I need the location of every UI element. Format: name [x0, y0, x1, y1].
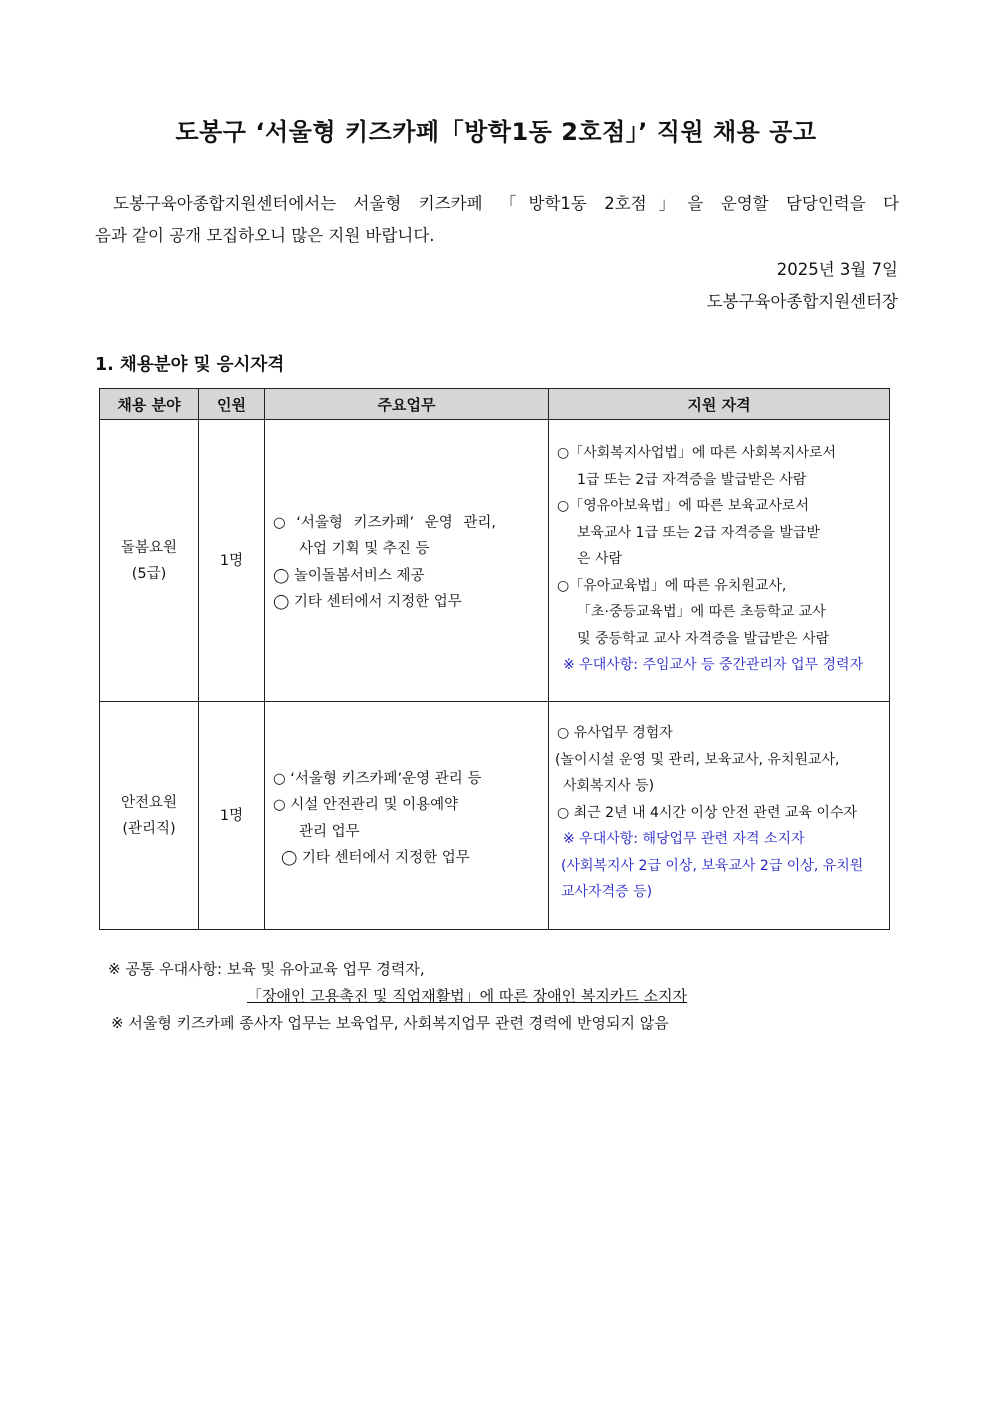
header-duties: 주요업무 — [265, 389, 549, 420]
intro-line-1: 도봉구육아종합지원센터에서는 서울형 키즈카페 「방학1동 2호점」을 운영할 담당인력을 다 — [113, 194, 899, 213]
announcement-date: 2025년 3월 7일 — [776, 260, 898, 279]
field-cell — [100, 702, 199, 930]
qualification-item: 1급 또는 2급 자격증을 발급받은 사람 — [577, 471, 807, 488]
footnote-disability-card: 「장애인 고용촉진 및 직업재활법」에 따른 장애인 복지카드 소지자 — [247, 987, 688, 1005]
qualification-item: 사회복지사 등) — [563, 778, 655, 794]
footnote-career-note: ※ 서울형 키즈카페 종사자 업무는 보육업무, 사회복지업무 관련 경력에 반영되지 않음 — [111, 1014, 669, 1032]
recruitment-table — [99, 388, 890, 930]
qualification-item: ○「유아교육법」에 따른 유치원교사, — [557, 577, 787, 594]
qualification-item: ○ 유사업무 경험자 — [557, 725, 673, 741]
qualification-item: ○「사회복지사업법」에 따른 사회복지사로서 — [557, 445, 837, 461]
duty-item: 사업 기획 및 추진 등 — [299, 541, 430, 557]
duty-item: ◯ 기타 센터에서 지정한 업무 — [273, 594, 462, 610]
qualification-item: 「초·중등교육법」에 따른 초등학교 교사 — [577, 604, 826, 620]
qualification-item: 은 사람 — [577, 551, 623, 567]
field-grade: (5급) — [131, 565, 167, 582]
qualification-item: 보육교사 1급 또는 2급 자격증을 발급받 — [577, 524, 820, 541]
table-header-row — [100, 389, 890, 420]
duty-item: ○ ‘서울형 키즈카페’ 운영 관리, — [273, 514, 496, 531]
table-row — [100, 420, 890, 702]
duties-cell — [265, 702, 549, 930]
field-name: 안전요원 — [120, 794, 178, 811]
duties-cell — [265, 420, 549, 702]
preferred-qualification: 교사자격증 등) — [561, 884, 653, 900]
footnotes — [99, 956, 899, 1037]
qualifications-cell — [549, 420, 890, 702]
count-cell: 1명 — [199, 702, 265, 930]
qualification-item: ○ 최근 2년 내 4시간 이상 안전 관련 교육 이수자 — [557, 804, 857, 821]
duty-item: ○ 시설 안전관리 및 이용예약 — [273, 797, 459, 813]
qualification-item: 및 중등학교 교사 자격증을 발급받은 사람 — [577, 630, 830, 647]
duty-item: ◯ 기타 센터에서 지정한 업무 — [281, 850, 470, 866]
qualification-item: (놀이시설 운영 및 관리, 보육교사, 유치원교사, — [555, 751, 840, 768]
field-name: 돌봄요원 — [120, 539, 178, 556]
preferred-qualification: ※ 우대사항: 해당업무 관련 자격 소지자 — [563, 831, 805, 847]
qualification-item: ○「영유아보육법」에 따른 보육교사로서 — [557, 498, 809, 514]
preferred-qualification: ※ 우대사항: 주임교사 등 중간관리자 업무 경력자 — [563, 657, 864, 673]
header-field: 채용 분야 — [100, 389, 199, 420]
duty-item: ◯ 놀이돌봄서비스 제공 — [273, 567, 425, 584]
header-count: 인원 — [199, 389, 265, 420]
count-cell: 1명 — [199, 420, 265, 702]
field-grade: (관리직) — [122, 820, 176, 837]
table-row — [100, 702, 890, 930]
section-heading: 1. 채용분야 및 응시자격 — [95, 355, 285, 375]
preferred-qualification: (사회복지사 2급 이상, 보육교사 2급 이상, 유치원 — [561, 857, 864, 874]
duty-item: ○ ‘서울형 키즈카페’운영 관리 등 — [273, 770, 482, 787]
qualifications-cell — [549, 702, 890, 930]
intro-line-2: 음과 같이 공개 모집하오니 많은 지원 바랍니다. — [95, 226, 435, 245]
duty-item: 관리 업무 — [299, 823, 360, 840]
intro-paragraph — [95, 188, 899, 252]
page-title: 도봉구 ‘서울형 키즈카페「방학1동 2호점」’ 직원 채용 공고 — [175, 118, 817, 146]
footnote-common-preference: ※ 공통 우대사항: 보육 및 유아교육 업무 경력자, — [108, 960, 425, 978]
field-cell — [100, 420, 199, 702]
issuer-name: 도봉구육아종합지원센터장 — [706, 292, 898, 311]
header-qualifications: 지원 자격 — [549, 389, 890, 420]
